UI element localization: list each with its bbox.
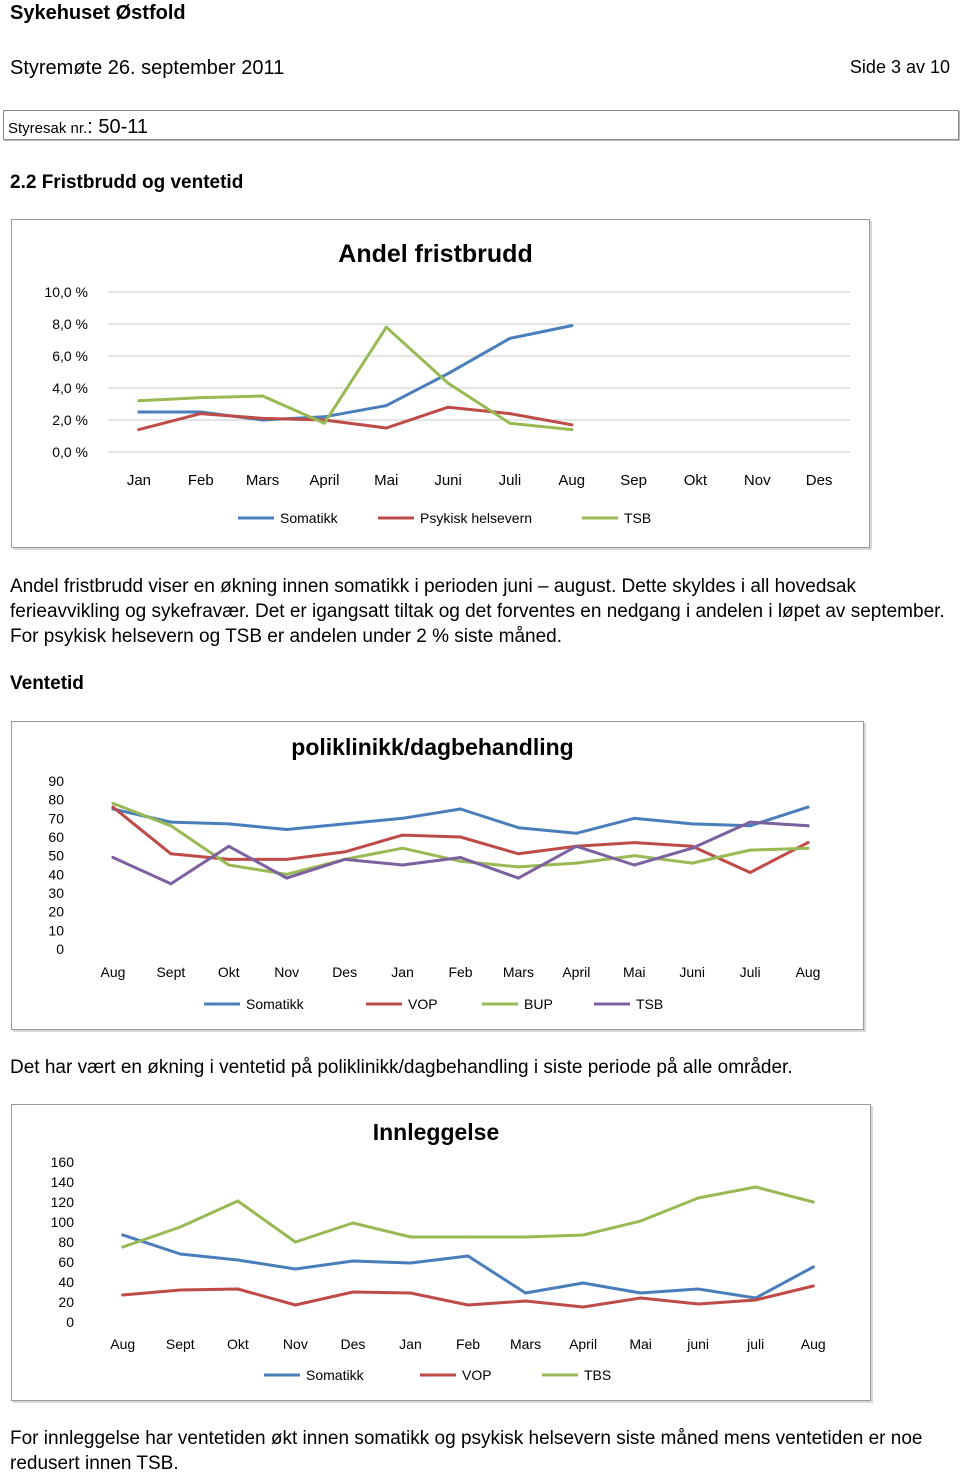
data-point (575, 862, 578, 865)
data-point (639, 1220, 642, 1223)
data-point (467, 1255, 470, 1258)
x-tick-label: Sept (156, 964, 186, 980)
x-tick-label: Nov (274, 964, 300, 980)
data-point (227, 845, 230, 848)
y-tick-label: 2,0 % (52, 412, 88, 428)
x-tick-label: Juni (679, 964, 706, 980)
x-tick-label: Mai (629, 1336, 652, 1352)
data-point (812, 1266, 815, 1269)
data-point (401, 847, 404, 850)
data-point (807, 824, 810, 827)
series-line-somatikk (113, 807, 808, 833)
data-point (467, 1304, 470, 1307)
data-point (447, 406, 450, 409)
data-point (294, 1304, 297, 1307)
data-point (691, 862, 694, 865)
data-point (385, 404, 388, 407)
data-point (508, 422, 511, 425)
data-point (459, 836, 462, 839)
y-tick-label: 0 (56, 941, 64, 957)
data-point (236, 1259, 239, 1262)
legend-label: VOP (462, 1367, 492, 1383)
chart-title: Innleggelse (372, 1119, 500, 1145)
y-tick-label: 100 (50, 1214, 74, 1230)
data-point (236, 1200, 239, 1203)
chart-innleggelse-frame (11, 1104, 871, 1401)
data-point (749, 824, 752, 827)
data-point (137, 411, 140, 414)
y-tick-label: 140 (50, 1174, 74, 1190)
case-number (8, 116, 148, 139)
case-value: : 50-11 (87, 116, 148, 138)
x-tick-label: Des (340, 1336, 366, 1352)
legend-label: BUP (524, 996, 553, 1012)
data-point (179, 1253, 182, 1256)
data-point (459, 856, 462, 859)
data-point (227, 822, 230, 825)
data-point (508, 337, 511, 340)
data-point (697, 1303, 700, 1306)
y-tick-label: 90 (48, 773, 64, 789)
data-point (639, 1292, 642, 1295)
data-point (524, 1292, 527, 1295)
chart-title: poliklinikk/dagbehandling (291, 734, 574, 760)
data-point (137, 428, 140, 431)
data-point (401, 834, 404, 837)
data-point (807, 847, 810, 850)
data-point (754, 1299, 757, 1302)
legend-label: Somatikk (246, 996, 304, 1012)
y-tick-label: 60 (58, 1254, 74, 1270)
data-point (582, 1282, 585, 1285)
page-number: Side 3 av 10 (849, 57, 950, 77)
y-tick-label: 20 (58, 1294, 74, 1310)
x-tick-label: Aug (800, 1336, 826, 1352)
x-tick-label: Mai (622, 964, 646, 980)
data-point (409, 1236, 412, 1239)
data-point (294, 1268, 297, 1271)
x-tick-label: Mars (509, 1336, 542, 1352)
y-tick-label: 8,0 % (52, 316, 88, 332)
x-tick-label: Feb (455, 1336, 481, 1352)
data-point (285, 858, 288, 861)
y-tick-label: 60 (48, 829, 64, 845)
x-tick-label: Des (805, 472, 833, 489)
x-tick-label: Feb (448, 964, 473, 980)
chart-innleggelse (12, 1105, 870, 1400)
data-point (323, 415, 326, 418)
data-point (517, 877, 520, 880)
y-tick-label: 10,0 % (44, 284, 88, 300)
y-tick-label: 40 (58, 1274, 74, 1290)
data-point (137, 399, 140, 402)
data-point (121, 1234, 124, 1237)
data-point (807, 841, 810, 844)
data-point (570, 428, 573, 431)
data-point (121, 1294, 124, 1297)
y-tick-label: 0 (66, 1314, 74, 1330)
data-point (409, 1292, 412, 1295)
x-tick-label: Sep (620, 472, 647, 489)
data-point (199, 412, 202, 415)
data-point (261, 395, 264, 398)
data-point (179, 1289, 182, 1292)
data-point (447, 372, 450, 375)
x-tick-label: Sept (165, 1336, 195, 1352)
data-point (691, 847, 694, 850)
data-point (517, 852, 520, 855)
y-tick-label: 40 (48, 866, 64, 883)
y-tick-label: 6,0 % (52, 348, 88, 364)
data-point (691, 822, 694, 825)
x-tick-label: juni (687, 1336, 710, 1352)
data-point (812, 1285, 815, 1288)
data-point (517, 826, 520, 829)
x-tick-label: juli (747, 1336, 765, 1352)
series-line-bup (113, 803, 808, 874)
x-tick-label: Aug (795, 964, 821, 980)
x-tick-label: Okt (683, 472, 708, 489)
y-tick-label: 4,0 % (52, 380, 88, 396)
data-point (807, 806, 810, 809)
y-tick-label: 120 (50, 1194, 74, 1210)
x-tick-label: Nov (743, 472, 771, 489)
data-point (570, 423, 573, 426)
x-tick-label: Okt (217, 964, 240, 980)
data-point (111, 802, 114, 805)
x-tick-label: April (562, 964, 591, 980)
x-tick-label: Feb (187, 472, 214, 489)
data-point (236, 1288, 239, 1291)
data-point (111, 806, 114, 809)
x-tick-label: Aug (110, 1336, 136, 1352)
data-point (169, 824, 172, 827)
x-tick-label: Jan (391, 964, 414, 980)
x-tick-label: Okt (226, 1336, 249, 1352)
data-point (633, 841, 636, 844)
legend-label: Somatikk (306, 1367, 364, 1383)
chart-andel-fristbrudd-frame (11, 219, 870, 548)
data-point (285, 828, 288, 831)
y-tick-label: 160 (50, 1154, 74, 1170)
legend-label: VOP (408, 996, 438, 1012)
data-point (227, 858, 230, 861)
y-tick-label: 30 (48, 885, 64, 901)
data-point (343, 850, 346, 853)
subheading-ventetid: Ventetid (10, 673, 84, 694)
paragraph-ventetid: Det har vært en økning i ventetid på poliklinikk/dagbehandling i siste periode på alle områder. (10, 1057, 793, 1078)
data-point (169, 852, 172, 855)
data-point (749, 821, 752, 824)
y-tick-label: 80 (48, 791, 64, 808)
legend-label: Psykisk helsevern (420, 510, 533, 526)
chart-andel-fristbrudd (12, 220, 869, 547)
data-point (261, 417, 264, 420)
x-tick-label: Juli (498, 472, 522, 489)
data-point (401, 817, 404, 820)
paragraph-innleggelse: For innleggelse har ventetiden økt innen somatikk og psykisk helsevern siste måned mens ventetiden er noe redusert innen TSB. (10, 1428, 923, 1474)
data-point (179, 1226, 182, 1229)
data-point (582, 1306, 585, 1309)
data-point (385, 326, 388, 329)
x-tick-label: April (309, 472, 340, 489)
y-tick-label: 20 (48, 903, 64, 920)
data-point (508, 412, 511, 415)
y-tick-label: 70 (48, 810, 64, 827)
data-point (199, 396, 202, 399)
data-point (351, 1291, 354, 1294)
x-tick-label: Mars (245, 472, 280, 489)
y-tick-label: 50 (48, 847, 64, 864)
data-point (517, 865, 520, 868)
data-point (385, 427, 388, 430)
data-point (570, 324, 573, 327)
data-point (697, 1288, 700, 1291)
x-tick-label: Aug (100, 964, 126, 980)
chart-poliklinikk (12, 722, 863, 1029)
data-point (459, 808, 462, 811)
data-point (409, 1262, 412, 1265)
data-point (169, 882, 172, 885)
legend-label: Somatikk (280, 510, 338, 526)
data-point (447, 382, 450, 385)
legend-label: TBS (584, 1367, 612, 1383)
data-point (575, 832, 578, 835)
data-point (227, 864, 230, 867)
data-point (121, 1246, 124, 1249)
x-tick-label: Mai (374, 472, 399, 489)
x-tick-label: April (569, 1336, 598, 1352)
y-tick-label: 0,0 % (52, 444, 88, 460)
x-tick-label: Aug (558, 472, 586, 489)
chart-title: Andel fristbrudd (338, 240, 533, 268)
x-tick-label: Nov (282, 1336, 308, 1352)
data-point (582, 1234, 585, 1237)
section-title: 2.2 Fristbrudd og ventetid (10, 172, 244, 193)
data-point (323, 422, 326, 425)
data-point (285, 877, 288, 880)
case-label: Styresak nr. (8, 120, 88, 137)
y-tick-label: 80 (58, 1234, 74, 1250)
data-point (351, 1222, 354, 1225)
legend-label: TSB (624, 510, 652, 526)
data-point (633, 817, 636, 820)
data-point (169, 821, 172, 824)
data-point (749, 871, 752, 874)
x-tick-label: Juli (739, 964, 761, 980)
data-point (754, 1186, 757, 1189)
data-point (749, 849, 752, 852)
data-point (294, 1241, 297, 1244)
data-point (343, 858, 346, 861)
data-point (343, 822, 346, 825)
organization-name: Sykehuset Østfold (10, 2, 186, 24)
data-point (575, 845, 578, 848)
data-point (697, 1197, 700, 1200)
data-point (111, 856, 114, 859)
x-tick-label: Juni (434, 472, 462, 489)
y-tick-label: 10 (48, 922, 64, 939)
data-point (467, 1236, 470, 1239)
data-point (524, 1300, 527, 1303)
data-point (401, 864, 404, 867)
data-point (351, 1260, 354, 1263)
data-point (812, 1201, 815, 1204)
meeting-title: Styremøte 26. september 2011 (10, 57, 285, 79)
legend-label: TSB (636, 996, 664, 1012)
data-point (633, 854, 636, 857)
chart-poliklinikk-frame (11, 721, 864, 1030)
x-tick-label: Mars (502, 964, 534, 980)
paragraph-fristbrudd: Andel fristbrudd viser en økning innen somatikk i perioden juni – august. Dette skyldes i all hovedsak ferieavvikling og sykefravær. Det er igangsatt tiltak og det forventes en nedgang i andelen i løpet av september. For psykisk helsevern og TSB er andelen under 2 % siste måned. (10, 576, 945, 647)
data-point (285, 873, 288, 876)
x-tick-label: Jan (126, 472, 152, 489)
x-tick-label: Jan (399, 1336, 422, 1352)
data-point (524, 1236, 527, 1239)
data-point (639, 1297, 642, 1300)
data-point (633, 864, 636, 867)
data-point (459, 860, 462, 863)
x-tick-label: Des (332, 964, 358, 980)
